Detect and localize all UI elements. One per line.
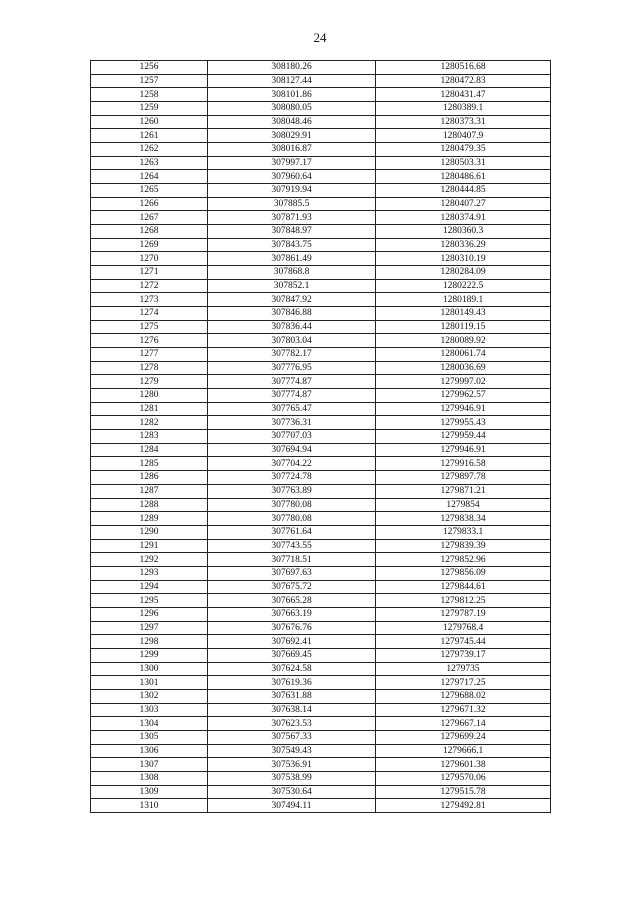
point-number-cell: 1274 bbox=[91, 307, 208, 321]
table-row bbox=[91, 211, 551, 225]
point-number-cell: 1284 bbox=[91, 443, 208, 457]
x-coordinate-cell: 308016.87 bbox=[208, 143, 376, 157]
x-coordinate-cell: 307761.64 bbox=[208, 525, 376, 539]
point-number-cell: 1268 bbox=[91, 225, 208, 239]
table-row bbox=[91, 443, 551, 457]
point-number-cell: 1261 bbox=[91, 129, 208, 143]
point-number-cell: 1266 bbox=[91, 197, 208, 211]
x-coordinate-cell: 307852.1 bbox=[208, 279, 376, 293]
x-coordinate-cell: 307675.72 bbox=[208, 580, 376, 594]
y-coordinate-cell: 1279959.44 bbox=[376, 430, 551, 444]
y-coordinate-cell: 1280431.47 bbox=[376, 88, 551, 102]
x-coordinate-cell: 307846.88 bbox=[208, 307, 376, 321]
point-number-cell: 1304 bbox=[91, 717, 208, 731]
table-row bbox=[91, 730, 551, 744]
table-row bbox=[91, 375, 551, 389]
point-number-cell: 1256 bbox=[91, 61, 208, 75]
point-number-cell: 1278 bbox=[91, 361, 208, 375]
table-row bbox=[91, 512, 551, 526]
table-row bbox=[91, 484, 551, 498]
point-number-cell: 1307 bbox=[91, 758, 208, 772]
point-number-cell: 1272 bbox=[91, 279, 208, 293]
point-number-cell: 1292 bbox=[91, 553, 208, 567]
x-coordinate-cell: 307718.51 bbox=[208, 553, 376, 567]
y-coordinate-cell: 1279787.19 bbox=[376, 607, 551, 621]
y-coordinate-cell: 1279745.44 bbox=[376, 635, 551, 649]
y-coordinate-cell: 1279667.14 bbox=[376, 717, 551, 731]
y-coordinate-cell: 1280036.69 bbox=[376, 361, 551, 375]
point-number-cell: 1259 bbox=[91, 102, 208, 116]
y-coordinate-cell: 1279699.24 bbox=[376, 730, 551, 744]
y-coordinate-cell: 1280486.61 bbox=[376, 170, 551, 184]
y-coordinate-cell: 1279838.34 bbox=[376, 512, 551, 526]
y-coordinate-cell: 1279601.38 bbox=[376, 758, 551, 772]
point-number-cell: 1276 bbox=[91, 334, 208, 348]
y-coordinate-cell: 1279962.57 bbox=[376, 389, 551, 403]
y-coordinate-cell: 1280360.3 bbox=[376, 225, 551, 239]
point-number-cell: 1300 bbox=[91, 662, 208, 676]
x-coordinate-cell: 307848.97 bbox=[208, 225, 376, 239]
table-row bbox=[91, 635, 551, 649]
x-coordinate-cell: 307623.53 bbox=[208, 717, 376, 731]
table-row bbox=[91, 88, 551, 102]
y-coordinate-cell: 1280222.5 bbox=[376, 279, 551, 293]
point-number-cell: 1279 bbox=[91, 375, 208, 389]
y-coordinate-cell: 1279856.09 bbox=[376, 566, 551, 580]
table-row bbox=[91, 170, 551, 184]
y-coordinate-cell: 1279946.91 bbox=[376, 402, 551, 416]
y-coordinate-cell: 1280336.29 bbox=[376, 238, 551, 252]
y-coordinate-cell: 1280149.43 bbox=[376, 307, 551, 321]
point-number-cell: 1303 bbox=[91, 703, 208, 717]
y-coordinate-cell: 1279717.25 bbox=[376, 676, 551, 690]
point-number-cell: 1288 bbox=[91, 498, 208, 512]
table-row bbox=[91, 471, 551, 485]
y-coordinate-cell: 1280373.31 bbox=[376, 115, 551, 129]
y-coordinate-cell: 1279897.78 bbox=[376, 471, 551, 485]
x-coordinate-cell: 308101.86 bbox=[208, 88, 376, 102]
x-coordinate-cell: 307780.08 bbox=[208, 498, 376, 512]
y-coordinate-cell: 1279666.1 bbox=[376, 744, 551, 758]
y-coordinate-cell: 1280444.85 bbox=[376, 184, 551, 198]
table-row bbox=[91, 156, 551, 170]
y-coordinate-cell: 1280119.15 bbox=[376, 320, 551, 334]
x-coordinate-cell: 307774.87 bbox=[208, 389, 376, 403]
table-row bbox=[91, 758, 551, 772]
table-row bbox=[91, 293, 551, 307]
table-row bbox=[91, 580, 551, 594]
table-row bbox=[91, 498, 551, 512]
point-number-cell: 1265 bbox=[91, 184, 208, 198]
x-coordinate-cell: 307836.44 bbox=[208, 320, 376, 334]
x-coordinate-cell: 307997.17 bbox=[208, 156, 376, 170]
x-coordinate-cell: 307743.55 bbox=[208, 539, 376, 553]
x-coordinate-cell: 307776.95 bbox=[208, 361, 376, 375]
x-coordinate-cell: 307704.22 bbox=[208, 457, 376, 471]
table-row bbox=[91, 416, 551, 430]
table-row bbox=[91, 525, 551, 539]
table-row bbox=[91, 717, 551, 731]
table-row bbox=[91, 539, 551, 553]
table-row bbox=[91, 607, 551, 621]
point-number-cell: 1302 bbox=[91, 689, 208, 703]
x-coordinate-cell: 307871.93 bbox=[208, 211, 376, 225]
table-row bbox=[91, 771, 551, 785]
y-coordinate-cell: 1279946.91 bbox=[376, 443, 551, 457]
x-coordinate-cell: 307843.75 bbox=[208, 238, 376, 252]
y-coordinate-cell: 1279515.78 bbox=[376, 785, 551, 799]
page-number: 24 bbox=[313, 30, 327, 45]
point-number-cell: 1257 bbox=[91, 74, 208, 88]
table-row bbox=[91, 744, 551, 758]
point-number-cell: 1286 bbox=[91, 471, 208, 485]
point-number-cell: 1281 bbox=[91, 402, 208, 416]
point-number-cell: 1296 bbox=[91, 607, 208, 621]
point-number-cell: 1263 bbox=[91, 156, 208, 170]
table-row bbox=[91, 252, 551, 266]
table-row bbox=[91, 143, 551, 157]
x-coordinate-cell: 307638.14 bbox=[208, 703, 376, 717]
point-number-cell: 1298 bbox=[91, 635, 208, 649]
point-number-cell: 1290 bbox=[91, 525, 208, 539]
x-coordinate-cell: 308127.44 bbox=[208, 74, 376, 88]
y-coordinate-cell: 1279833.1 bbox=[376, 525, 551, 539]
point-number-cell: 1283 bbox=[91, 430, 208, 444]
y-coordinate-cell: 1280061.74 bbox=[376, 348, 551, 362]
y-coordinate-cell: 1279812.25 bbox=[376, 594, 551, 608]
point-number-cell: 1299 bbox=[91, 648, 208, 662]
x-coordinate-cell: 307530.64 bbox=[208, 785, 376, 799]
point-number-cell: 1289 bbox=[91, 512, 208, 526]
y-coordinate-cell: 1279688.02 bbox=[376, 689, 551, 703]
point-number-cell: 1271 bbox=[91, 266, 208, 280]
table-row bbox=[91, 662, 551, 676]
table-row bbox=[91, 402, 551, 416]
table-row bbox=[91, 689, 551, 703]
x-coordinate-cell: 307669.45 bbox=[208, 648, 376, 662]
table-row bbox=[91, 566, 551, 580]
table-row bbox=[91, 129, 551, 143]
x-coordinate-cell: 307676.76 bbox=[208, 621, 376, 635]
point-number-cell: 1262 bbox=[91, 143, 208, 157]
y-coordinate-cell: 1279735 bbox=[376, 662, 551, 676]
y-coordinate-cell: 1280472.83 bbox=[376, 74, 551, 88]
y-coordinate-cell: 1279570.06 bbox=[376, 771, 551, 785]
x-coordinate-cell: 307494.11 bbox=[208, 799, 376, 813]
point-number-cell: 1282 bbox=[91, 416, 208, 430]
y-coordinate-cell: 1280407.9 bbox=[376, 129, 551, 143]
table-row bbox=[91, 648, 551, 662]
x-coordinate-cell: 307780.08 bbox=[208, 512, 376, 526]
x-coordinate-cell: 307765.47 bbox=[208, 402, 376, 416]
point-number-cell: 1277 bbox=[91, 348, 208, 362]
x-coordinate-cell: 307631.88 bbox=[208, 689, 376, 703]
x-coordinate-cell: 307663.19 bbox=[208, 607, 376, 621]
x-coordinate-cell: 307665.28 bbox=[208, 594, 376, 608]
x-coordinate-cell: 307549.43 bbox=[208, 744, 376, 758]
point-number-cell: 1269 bbox=[91, 238, 208, 252]
table-row bbox=[91, 389, 551, 403]
table-row bbox=[91, 703, 551, 717]
table-row bbox=[91, 594, 551, 608]
point-number-cell: 1297 bbox=[91, 621, 208, 635]
y-coordinate-cell: 1280374.91 bbox=[376, 211, 551, 225]
point-number-cell: 1270 bbox=[91, 252, 208, 266]
y-coordinate-cell: 1280389.1 bbox=[376, 102, 551, 116]
table-row bbox=[91, 361, 551, 375]
x-coordinate-cell: 307736.31 bbox=[208, 416, 376, 430]
table-row bbox=[91, 238, 551, 252]
x-coordinate-cell: 307782.17 bbox=[208, 348, 376, 362]
x-coordinate-cell: 307868.8 bbox=[208, 266, 376, 280]
table-row bbox=[91, 61, 551, 75]
table-row bbox=[91, 553, 551, 567]
point-number-cell: 1295 bbox=[91, 594, 208, 608]
x-coordinate-cell: 307885.5 bbox=[208, 197, 376, 211]
point-number-cell: 1310 bbox=[91, 799, 208, 813]
point-number-cell: 1260 bbox=[91, 115, 208, 129]
table-row bbox=[91, 430, 551, 444]
table-row bbox=[91, 676, 551, 690]
point-number-cell: 1308 bbox=[91, 771, 208, 785]
x-coordinate-cell: 307624.58 bbox=[208, 662, 376, 676]
x-coordinate-cell: 307803.04 bbox=[208, 334, 376, 348]
table-row bbox=[91, 457, 551, 471]
point-number-cell: 1264 bbox=[91, 170, 208, 184]
point-number-cell: 1305 bbox=[91, 730, 208, 744]
table-row bbox=[91, 115, 551, 129]
y-coordinate-cell: 1279739.17 bbox=[376, 648, 551, 662]
table-row bbox=[91, 225, 551, 239]
x-coordinate-cell: 307774.87 bbox=[208, 375, 376, 389]
y-coordinate-cell: 1280284.09 bbox=[376, 266, 551, 280]
point-number-cell: 1309 bbox=[91, 785, 208, 799]
coordinates-table-body bbox=[91, 61, 551, 813]
table-row bbox=[91, 266, 551, 280]
y-coordinate-cell: 1280503.31 bbox=[376, 156, 551, 170]
x-coordinate-cell: 307694.94 bbox=[208, 443, 376, 457]
x-coordinate-cell: 307692.41 bbox=[208, 635, 376, 649]
table-row bbox=[91, 102, 551, 116]
table-row bbox=[91, 197, 551, 211]
y-coordinate-cell: 1279671.32 bbox=[376, 703, 551, 717]
table-row bbox=[91, 334, 551, 348]
coordinates-table bbox=[90, 60, 551, 813]
point-number-cell: 1294 bbox=[91, 580, 208, 594]
x-coordinate-cell: 307697.63 bbox=[208, 566, 376, 580]
x-coordinate-cell: 307960.64 bbox=[208, 170, 376, 184]
table-row bbox=[91, 279, 551, 293]
x-coordinate-cell: 308080.05 bbox=[208, 102, 376, 116]
table-row bbox=[91, 348, 551, 362]
y-coordinate-cell: 1280310.19 bbox=[376, 252, 551, 266]
y-coordinate-cell: 1279916.58 bbox=[376, 457, 551, 471]
point-number-cell: 1301 bbox=[91, 676, 208, 690]
x-coordinate-cell: 308029.91 bbox=[208, 129, 376, 143]
y-coordinate-cell: 1279955.43 bbox=[376, 416, 551, 430]
point-number-cell: 1280 bbox=[91, 389, 208, 403]
point-number-cell: 1273 bbox=[91, 293, 208, 307]
point-number-cell: 1285 bbox=[91, 457, 208, 471]
y-coordinate-cell: 1279852.96 bbox=[376, 553, 551, 567]
point-number-cell: 1293 bbox=[91, 566, 208, 580]
x-coordinate-cell: 308180.26 bbox=[208, 61, 376, 75]
y-coordinate-cell: 1279768.4 bbox=[376, 621, 551, 635]
table-row bbox=[91, 307, 551, 321]
point-number-cell: 1258 bbox=[91, 88, 208, 102]
y-coordinate-cell: 1280407.27 bbox=[376, 197, 551, 211]
point-number-cell: 1306 bbox=[91, 744, 208, 758]
y-coordinate-cell: 1279839.39 bbox=[376, 539, 551, 553]
point-number-cell: 1291 bbox=[91, 539, 208, 553]
x-coordinate-cell: 307919.94 bbox=[208, 184, 376, 198]
y-coordinate-cell: 1280089.92 bbox=[376, 334, 551, 348]
x-coordinate-cell: 307567.33 bbox=[208, 730, 376, 744]
x-coordinate-cell: 307763.89 bbox=[208, 484, 376, 498]
y-coordinate-cell: 1279997.02 bbox=[376, 375, 551, 389]
y-coordinate-cell: 1279492.81 bbox=[376, 799, 551, 813]
x-coordinate-cell: 307724.78 bbox=[208, 471, 376, 485]
x-coordinate-cell: 307707.03 bbox=[208, 430, 376, 444]
y-coordinate-cell: 1280479.35 bbox=[376, 143, 551, 157]
table-row bbox=[91, 320, 551, 334]
y-coordinate-cell: 1280189.1 bbox=[376, 293, 551, 307]
table-row bbox=[91, 184, 551, 198]
table-row bbox=[91, 74, 551, 88]
table-row bbox=[91, 799, 551, 813]
table-row bbox=[91, 785, 551, 799]
x-coordinate-cell: 307619.36 bbox=[208, 676, 376, 690]
table-row bbox=[91, 621, 551, 635]
y-coordinate-cell: 1280516.68 bbox=[376, 61, 551, 75]
x-coordinate-cell: 308048.46 bbox=[208, 115, 376, 129]
x-coordinate-cell: 307536.91 bbox=[208, 758, 376, 772]
x-coordinate-cell: 307861.49 bbox=[208, 252, 376, 266]
point-number-cell: 1267 bbox=[91, 211, 208, 225]
point-number-cell: 1275 bbox=[91, 320, 208, 334]
y-coordinate-cell: 1279871.21 bbox=[376, 484, 551, 498]
x-coordinate-cell: 307847.92 bbox=[208, 293, 376, 307]
x-coordinate-cell: 307538.99 bbox=[208, 771, 376, 785]
point-number-cell: 1287 bbox=[91, 484, 208, 498]
y-coordinate-cell: 1279844.61 bbox=[376, 580, 551, 594]
y-coordinate-cell: 1279854 bbox=[376, 498, 551, 512]
